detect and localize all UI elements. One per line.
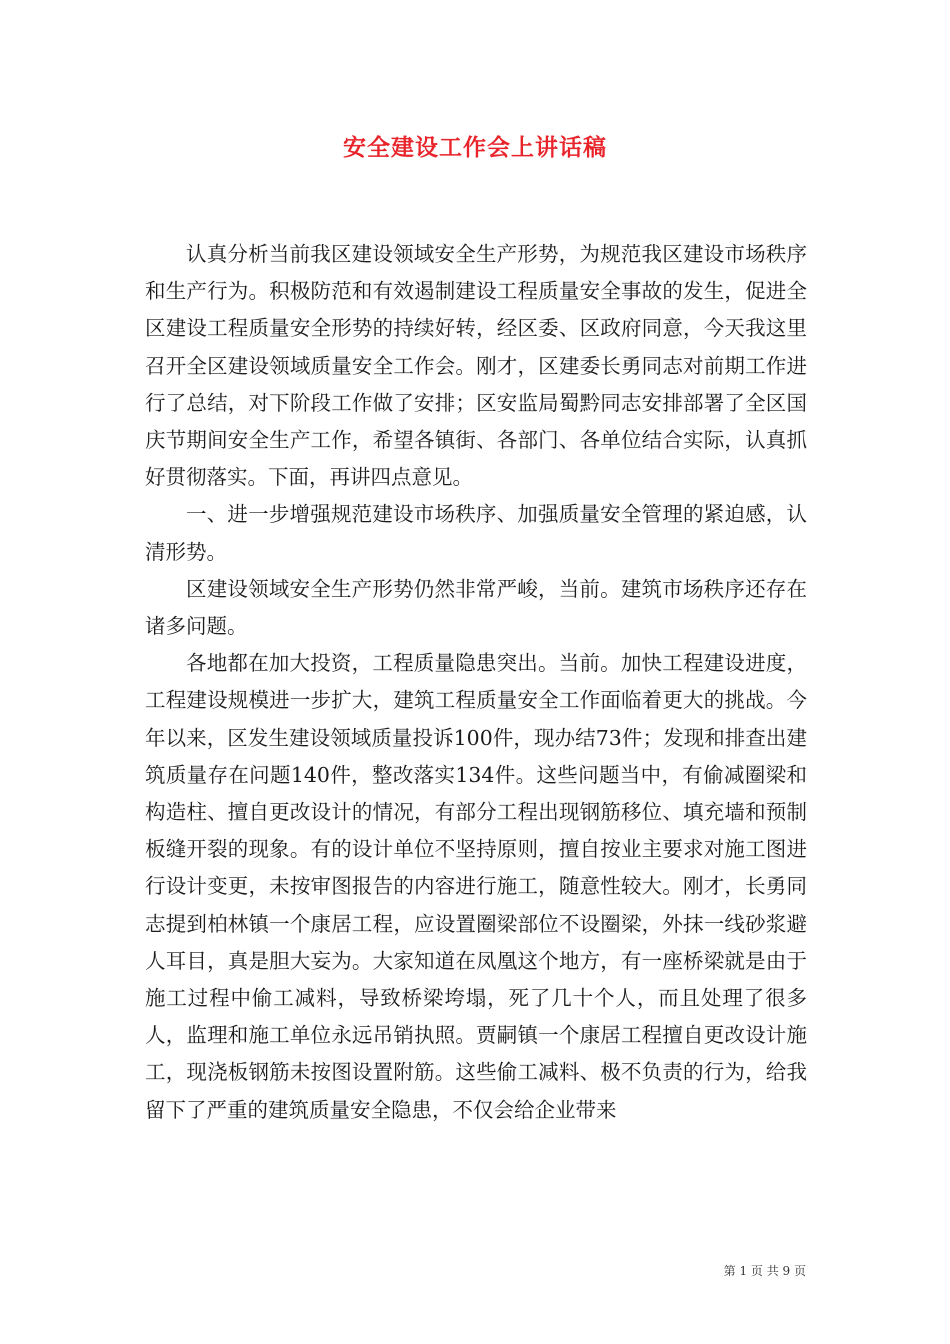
document-body <box>145 236 807 1129</box>
page-number-footer: 第 1 页 共 9 页 <box>723 1264 806 1278</box>
document-title: 安全建设工作会上讲话稿 <box>343 134 607 161</box>
paragraph: 区建设领域安全生产形势仍然非常严峻，当前。建筑市场秩序还存在诸多问题。 <box>145 576 807 639</box>
paragraph: 各地都在加大投资，工程质量隐患突出。当前。加快工程建设进度，工程建设规模进一步扩大，建筑工程质量安全工作面临着更大的挑战。今年以来，区发生建设领域质量投诉100件，现办结73件；发现和排查出建筑质量存在问题140件，整改落实134件。这些问题当中，有偷减圈梁和构造柱、擅自更改设计的情况，有部分工程出现钢筋移位、填充墙和预制板缝开裂的现象。有的设计单位不坚持原则，擅自按业主要求对施工图进行设计变更，未按审图报告的内容进行施工，随意性较大。刚才，长勇同志提到柏林镇一个康居工程，应设置圈梁部位不设圈梁，外抹一线砂浆避人耳目，真是胆大妄为。大家知道在凤凰这个地方，有一座桥梁就是由于施工过程中偷工减料，导致桥梁垮塌，死了几十个人，而且处理了很多人，监理和施工单位永远吊销执照。贾嗣镇一个康居工程擅自更改设计施工，现浇板钢筋未按图设置附筋。这些偷工减料、极不负责的行为，给我留下了严重的建筑质量安全隐患，不仅会给企业带来 <box>145 651 807 1122</box>
paragraph: 认真分析当前我区建设领域安全生产形势，为规范我区建设市场秩序和生产行为。积极防范和有效遏制建设工程质量安全事故的发生，促进全区建设工程质量安全形势的持续好转，经区委、区政府同意，今天我这里召开全区建设领域质量安全工作会。刚才，区建委长勇同志对前期工作进行了总结，对下阶段工作做了安排；区安监局蜀黔同志安排部署了全区国庆节期间安全生产工作，希望各镇街、各部门、各单位结合实际，认真抓好贯彻落实。下面，再讲四点意见。 <box>145 242 807 490</box>
paragraph: 一、进一步增强规范建设市场秩序、加强质量安全管理的紧迫感，认清形势。 <box>145 502 807 564</box>
